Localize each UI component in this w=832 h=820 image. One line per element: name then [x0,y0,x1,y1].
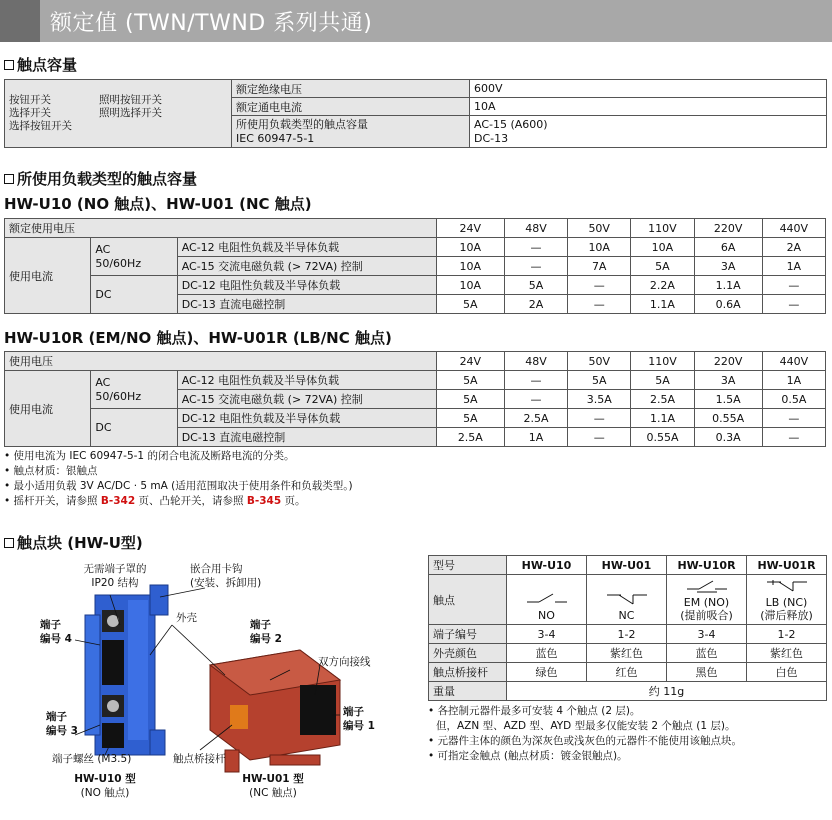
contact-lb-cell: LB (NC) (滞后释放) [747,575,827,625]
cell-value: 3A [694,257,762,276]
cell-value: 3A [694,371,762,390]
category-label: DC-13 直流电磁控制 [177,295,436,314]
cell-value: — [568,295,631,314]
section-heading-contact-block: 触点块 (HW-U型) [4,532,143,553]
cell-value: — [504,371,567,390]
terminal-number: 3-4 [667,625,747,644]
switch-type: 按钮开关 [9,94,51,106]
cell-value: 1.1A [631,409,694,428]
model-header: HW-U10 [507,556,587,575]
cell-value: 0.55A [631,428,694,447]
weight-label: 重量 [429,682,507,701]
contact-bridge-label: 触点桥接杆 [173,753,226,765]
category-label: AC-15 交流电磁负载 (> 72VA) 控制 [177,390,436,409]
cell-value: 5A [436,390,504,409]
cell-value: 10A [436,276,504,295]
terminal-1-label: 端子 编号 1 [343,706,375,732]
cell-value: 10A [568,238,631,257]
contact-label: 触点 [429,575,507,625]
note-page-reference: • 摇杆开关，请参照 B-342 页、凸轮开关，请参照 B-345 页。 [4,495,306,507]
terminal-number-label: 端子编号 [429,625,507,644]
terminal-number: 1-2 [747,625,827,644]
cell-value: — [568,428,631,447]
voltage-header-label: 使用电压 [5,352,437,371]
housing-color: 紫红色 [587,644,667,663]
section-heading-load-capacity: 所使用负载类型的触点容量 [4,168,197,189]
table1-title: HW-U10 (NO 触点)、HW-U01 (NC 触点) [4,195,312,213]
model-header-label: 型号 [429,556,507,575]
cell-value: — [762,409,825,428]
load-capacity-notes [4,449,353,509]
note: • 可指定金触点 (触点材质：镀金银触点)。 [428,750,628,762]
cell-value: 3.5A [568,390,631,409]
cell-value: 2.5A [504,409,567,428]
model-header: HW-U10R [667,556,747,575]
bridge-color-label: 触点桥接杆 [429,663,507,682]
note: • 触点材质：银触点 [4,465,98,477]
switch-type: 选择开关 [9,107,51,119]
cell-value: 1A [504,428,567,447]
section-heading-contact-capacity: 触点容量 [4,54,77,75]
voltage-header: 110V [631,219,694,238]
contact-capacity-table [4,79,827,148]
ip20-label: 无需端子罩的 IP20 结构 [83,563,147,589]
cell-value: 1A [762,371,825,390]
cell-value: 10A [436,238,504,257]
shell-label: 外壳 [176,612,197,624]
cell-value: 5A [436,371,504,390]
housing-color: 蓝色 [507,644,587,663]
page-title: 额定值 (TWN/TWND 系列共通) [50,11,373,36]
cell-value: — [762,276,825,295]
note: • 使用电流为 IEC 60947-5-1 的闭合电流及断路电流的分类。 [4,450,295,462]
voltage-header: 48V [504,352,567,371]
voltage-header: 110V [631,352,694,371]
page-ref-link[interactable]: B-342 [100,495,136,507]
cell-value: 10A [436,257,504,276]
bridge-color: 红色 [587,663,667,682]
switch-type: 选择按钮开关 [9,120,72,132]
voltage-header: 440V [762,219,825,238]
cell-value: 5A [436,409,504,428]
voltage-header: 24V [436,219,504,238]
cell-value: 1.1A [631,295,694,314]
nc-contact-symbol-icon [607,592,647,606]
bidirectional-wiring-label: 双方向接线 [318,656,371,668]
voltage-header: 48V [504,219,567,238]
contact-no-cell: NO [507,575,587,625]
cell-value: — [504,257,567,276]
cell-value: 5A [631,257,694,276]
voltage-header: 50V [568,219,631,238]
category-label: AC-12 电阻性负载及半导体负载 [177,371,436,390]
rated-insulation-voltage-label: 额定绝缘电压 [232,80,470,98]
rated-current-label: 额定通电电流 [232,98,470,116]
rated-voltage-header: 额定使用电压 [5,219,437,238]
housing-color: 紫红色 [747,644,827,663]
category-label: AC-15 交流电磁负载 (> 72VA) 控制 [177,257,436,276]
cell-value: 2.2A [631,276,694,295]
voltage-header: 220V [694,352,762,371]
note: • 元器件主体的颜色为深灰色或浅灰色的元器件不能使用该触点块。 [428,735,743,747]
cell-value: — [568,409,631,428]
terminal-number: 1-2 [587,625,667,644]
dc-label: DC [91,276,177,314]
cell-value: 0.55A [694,409,762,428]
cell-value: 5A [568,371,631,390]
em-contact-symbol-icon [687,579,727,593]
voltage-header: 220V [694,219,762,238]
table2-title: HW-U10R (EM/NO 触点)、HW-U01R (LB/NC 触点) [4,329,392,347]
switch-type: 照明按钮开关 [99,94,162,106]
category-label: AC-12 电阻性负载及半导体负载 [177,238,436,257]
rated-insulation-voltage-value: 600V [470,80,827,98]
cell-value: 5A [436,295,504,314]
cell-value: 5A [504,276,567,295]
cell-value: 5A [631,371,694,390]
utilization-category-label: 所使用负载类型的触点容量 IEC 60947-5-1 [232,116,470,148]
cell-value: — [762,295,825,314]
category-label: DC-13 直流电磁控制 [177,428,436,447]
switch-type: 照明选择开关 [99,107,162,119]
cell-value: 7A [568,257,631,276]
operational-current-label: 使用电流 [5,238,91,314]
bridge-color: 黑色 [667,663,747,682]
cell-value: 2A [504,295,567,314]
contact-block-notes [428,704,742,764]
utilization-category-value: AC-15 (A600) DC-13 [470,116,827,148]
checkbox-square-icon [4,60,14,70]
hw-u01-caption: HW-U01 型 (NC 触点) [242,773,304,799]
terminal-3-label: 端子 编号 3 [46,711,78,737]
note: 但，AZN 型、AZD 型、AYD 型最多仅能安装 2 个触点 (1 层)。 [436,720,736,732]
hw-u10r-u01r-table [4,351,826,447]
bridge-color: 绿色 [507,663,587,682]
voltage-header: 440V [762,352,825,371]
applicable-switches-cell [5,80,232,148]
voltage-header: 50V [568,352,631,371]
model-header: HW-U01 [587,556,667,575]
banner-accent [0,0,40,42]
hw-u10-caption: HW-U10 型 (NO 触点) [74,773,136,799]
cell-value: 0.3A [694,428,762,447]
cell-value: — [504,238,567,257]
terminal-screw-label: 端子螺丝 (M3.5) [52,753,132,765]
cell-value: — [762,428,825,447]
dc-label: DC [91,409,177,447]
rated-current-value: 10A [470,98,827,116]
housing-color: 蓝色 [667,644,747,663]
weight-value: 约 11g [507,682,827,701]
housing-color-label: 外壳颜色 [429,644,507,663]
hw-u10-u01-table [4,218,826,314]
cell-value: 2.5A [631,390,694,409]
voltage-header: 24V [436,352,504,371]
terminal-4-label: 端子 编号 4 [40,619,72,645]
cell-value: 0.5A [762,390,825,409]
cell-value: 1.1A [694,276,762,295]
cell-value: 2.5A [436,428,504,447]
contact-block-spec-table [428,555,827,701]
category-label: DC-12 电阻性负载及半导体负载 [177,276,436,295]
contact-em-cell: EM (NO) (提前吸合) [667,575,747,625]
cell-value: 1A [762,257,825,276]
ac-label: AC 50/60Hz [91,238,177,276]
hook-label: 嵌合用卡钩 (安装、拆卸用) [190,563,262,589]
bridge-color: 白色 [747,663,827,682]
contact-nc-cell: NC [587,575,667,625]
cell-value: 6A [694,238,762,257]
hw-u10-blue-block-icon [85,585,168,755]
page-ref-link[interactable]: B-345 [246,495,282,507]
note: • 各控制元器件最多可安装 4 个触点 (2 层)。 [428,705,641,717]
checkbox-square-icon [4,174,14,184]
cell-value: 1.5A [694,390,762,409]
ac-label: AC 50/60Hz [91,371,177,409]
no-contact-symbol-icon [527,592,567,606]
checkbox-square-icon [4,538,14,548]
page-banner [0,0,832,42]
model-header: HW-U01R [747,556,827,575]
cell-value: — [568,276,631,295]
cell-value: — [504,390,567,409]
cell-value: 2A [762,238,825,257]
operational-current-label: 使用电流 [5,371,91,447]
terminal-number: 3-4 [507,625,587,644]
terminal-2-label: 端子 编号 2 [250,619,282,645]
note: • 最小适用负载 3V AC/DC · 5 mA (适用范围取决于使用条件和负载类型。) [4,480,353,492]
cell-value: 10A [631,238,694,257]
category-label: DC-12 电阻性负载及半导体负载 [177,409,436,428]
lb-contact-symbol-icon [767,579,807,593]
cell-value: 0.6A [694,295,762,314]
